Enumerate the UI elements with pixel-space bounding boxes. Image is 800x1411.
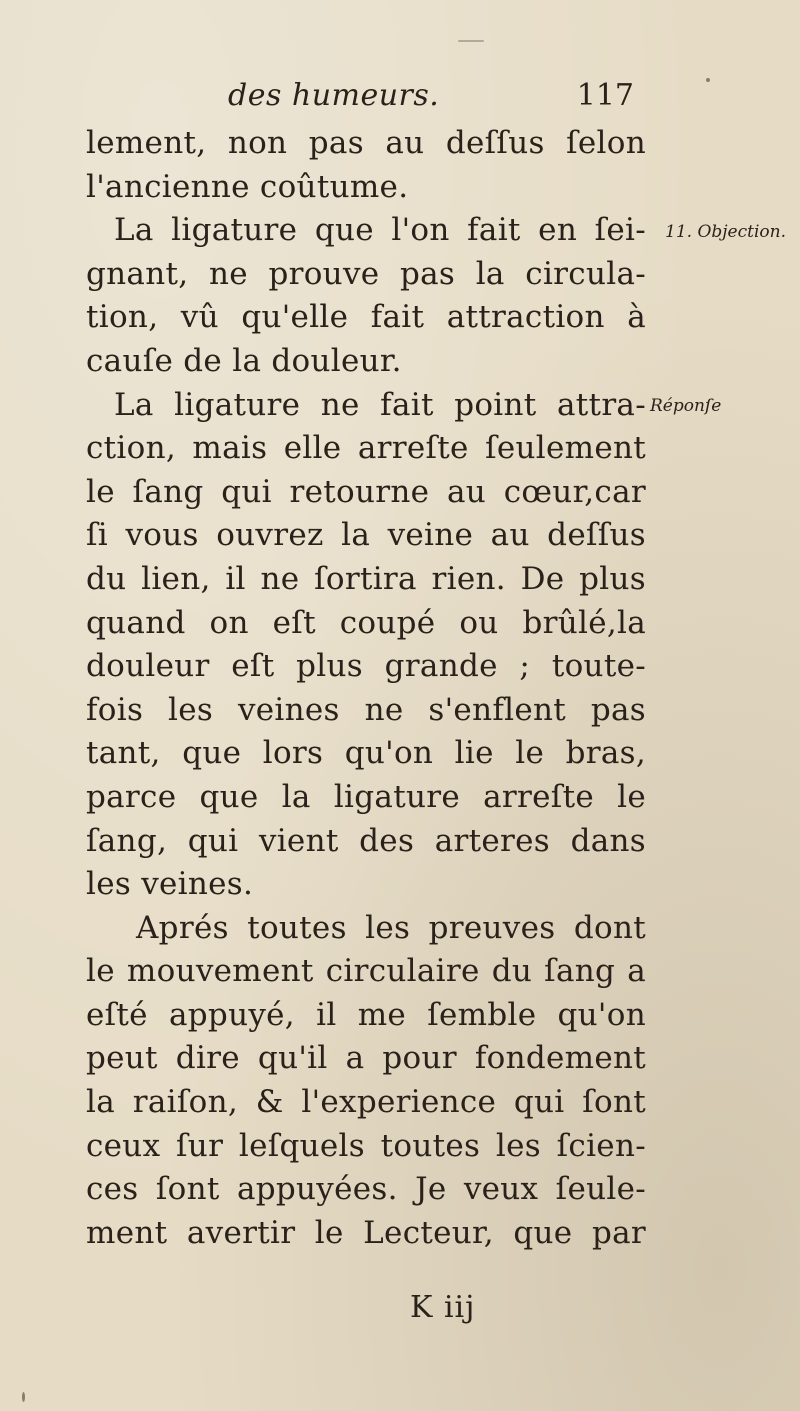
- text-line: ceux ſur leſquels toutes les ſcien-: [86, 1127, 646, 1164]
- text-line: le ſang qui retourne au cœur,car: [86, 473, 646, 510]
- text-line: gnant, ne prouve pas la circula-: [86, 255, 646, 292]
- text-line: douleur eſt plus grande ; toute-: [86, 648, 646, 685]
- paper-speck: [458, 40, 484, 42]
- body-text: [86, 122, 646, 1255]
- text-line: La ligature ne fait point attra-: [114, 386, 646, 423]
- text-line: la raiſon, & l'experience qui ſont: [86, 1084, 646, 1121]
- text-line: tant, que lors qu'on lie le bras,: [86, 735, 646, 772]
- text-line: ction, mais elle arreſte ſeulement: [86, 430, 646, 467]
- text-line: ment avertir le Lecteur, que par: [86, 1214, 646, 1251]
- page-number: 117: [576, 78, 634, 113]
- text-line: parce que la ligature arreſte le: [86, 778, 646, 815]
- paper-speck: [706, 78, 710, 82]
- text-line: La ligature que l'on fait en ſei-: [114, 212, 646, 249]
- text-line: tion, vû qu'elle fait attraction à: [86, 299, 646, 336]
- text-line: du lien, il ne ſortira rien. De plus: [86, 560, 646, 597]
- signature-mark: K iij: [410, 1290, 476, 1325]
- text-line: lement, non pas au deſſus ſelon: [86, 125, 646, 161]
- running-head-title: des humeurs.: [228, 78, 440, 113]
- text-line: fois les veines ne s'enflent pas: [86, 691, 646, 728]
- paper-speck: [22, 1392, 25, 1402]
- text-line: ſi vous ouvrez la veine au deſſus: [86, 517, 646, 554]
- text-line: ſang, qui vient des arteres dans: [86, 822, 646, 859]
- text-line: les veines.: [86, 866, 254, 903]
- text-line: le mouvement circulaire du ſang a: [86, 953, 646, 990]
- margin-note-objection: 11. Objection.: [665, 222, 786, 242]
- text-line: l'ancienne coûtume.: [86, 168, 409, 205]
- text-line: quand on eſt coupé ou brûlé,la: [86, 604, 646, 641]
- text-line: peut dire qu'il a pour fondement: [86, 1040, 646, 1077]
- margin-note-reponse: Réponſe: [650, 396, 722, 416]
- running-head: [228, 78, 634, 122]
- text-line: cauſe de la douleur.: [86, 342, 402, 379]
- text-line: eſté appuyé, il me ſemble qu'on: [86, 996, 646, 1033]
- text-line: ces ſont appuyées. Je veux ſeule-: [86, 1171, 646, 1208]
- text-line: Aprés toutes les preuves dont: [136, 909, 646, 946]
